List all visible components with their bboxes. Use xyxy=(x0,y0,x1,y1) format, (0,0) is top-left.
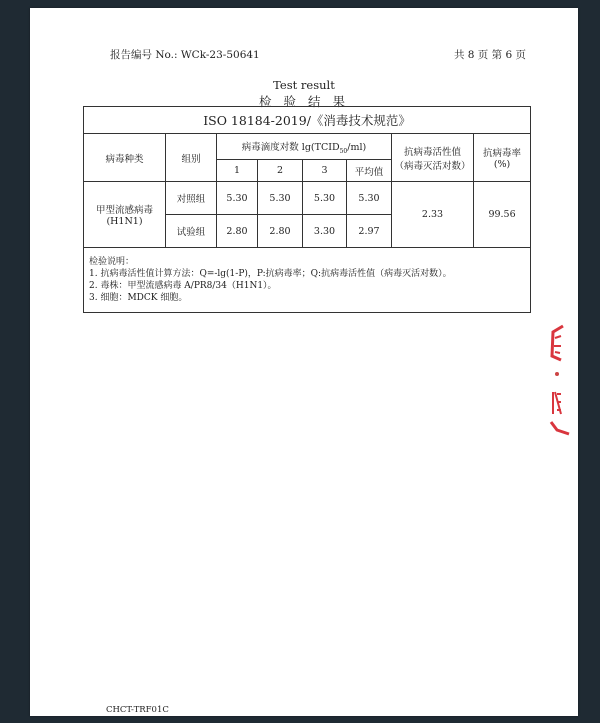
col-rate-header: 抗病毒率 (%) xyxy=(474,134,531,182)
sub-col-1: 1 xyxy=(217,160,258,182)
table-cell: 2.80 xyxy=(217,215,258,248)
notes-title: 检验说明： xyxy=(89,257,135,267)
sub-col-average: 平均值 xyxy=(347,160,392,182)
title-english: Test result xyxy=(273,78,335,92)
table-cell: 2.97 xyxy=(347,215,392,248)
table-cell: 2.80 xyxy=(258,215,303,248)
table-cell: 3.30 xyxy=(303,215,347,248)
group-test: 试验组 xyxy=(166,215,217,248)
col-virus-header: 病毒种类 xyxy=(84,134,166,182)
rate-value: 99.56 xyxy=(474,182,531,248)
virus-name: 甲型流感病毒 (H1N1) xyxy=(84,182,166,248)
seal-stamp xyxy=(545,322,575,437)
result-table-container xyxy=(83,106,530,313)
note-item: 3. 细胞：MDCK 细胞。 xyxy=(89,293,188,303)
table-cell: 5.30 xyxy=(303,182,347,215)
note-item: 1. 抗病毒活性值计算方法：Q=-lg(1-P)，P:抗病毒率；Q:抗病毒活性值（病毒灭活对数）。 xyxy=(89,269,452,279)
sub-col-3: 3 xyxy=(303,160,347,182)
col-group-header: 组别 xyxy=(166,134,217,182)
form-code: CHCT-TRF01C xyxy=(106,705,169,715)
page-indicator: 共 8 页 第 6 页 xyxy=(453,49,526,61)
group-control: 对照组 xyxy=(166,182,217,215)
col-titer-header: 病毒滴度对数 $\lg(TCID_{50}/ml)$ xyxy=(217,134,392,160)
notes-section xyxy=(84,248,531,313)
standard-header: ISO 18184-2019/《消毒技术规范》 xyxy=(84,107,531,134)
table-cell: 5.30 xyxy=(347,182,392,215)
table-cell: 5.30 xyxy=(258,182,303,215)
table-row xyxy=(84,182,531,215)
report-number: 报告编号 No.: WCk-23-50641 xyxy=(110,49,260,61)
note-item: 2. 毒株：甲型流感病毒 A/PR8/34（H1N1）。 xyxy=(89,281,277,291)
table-cell: 5.30 xyxy=(217,182,258,215)
sub-col-2: 2 xyxy=(258,160,303,182)
col-activity-header: 抗病毒活性值 （病毒灭活对数） xyxy=(392,134,474,182)
result-table xyxy=(83,106,531,313)
report-page xyxy=(30,8,578,716)
activity-value: 2.33 xyxy=(392,182,474,248)
title-chinese: 检 验 结 果 xyxy=(259,94,349,109)
